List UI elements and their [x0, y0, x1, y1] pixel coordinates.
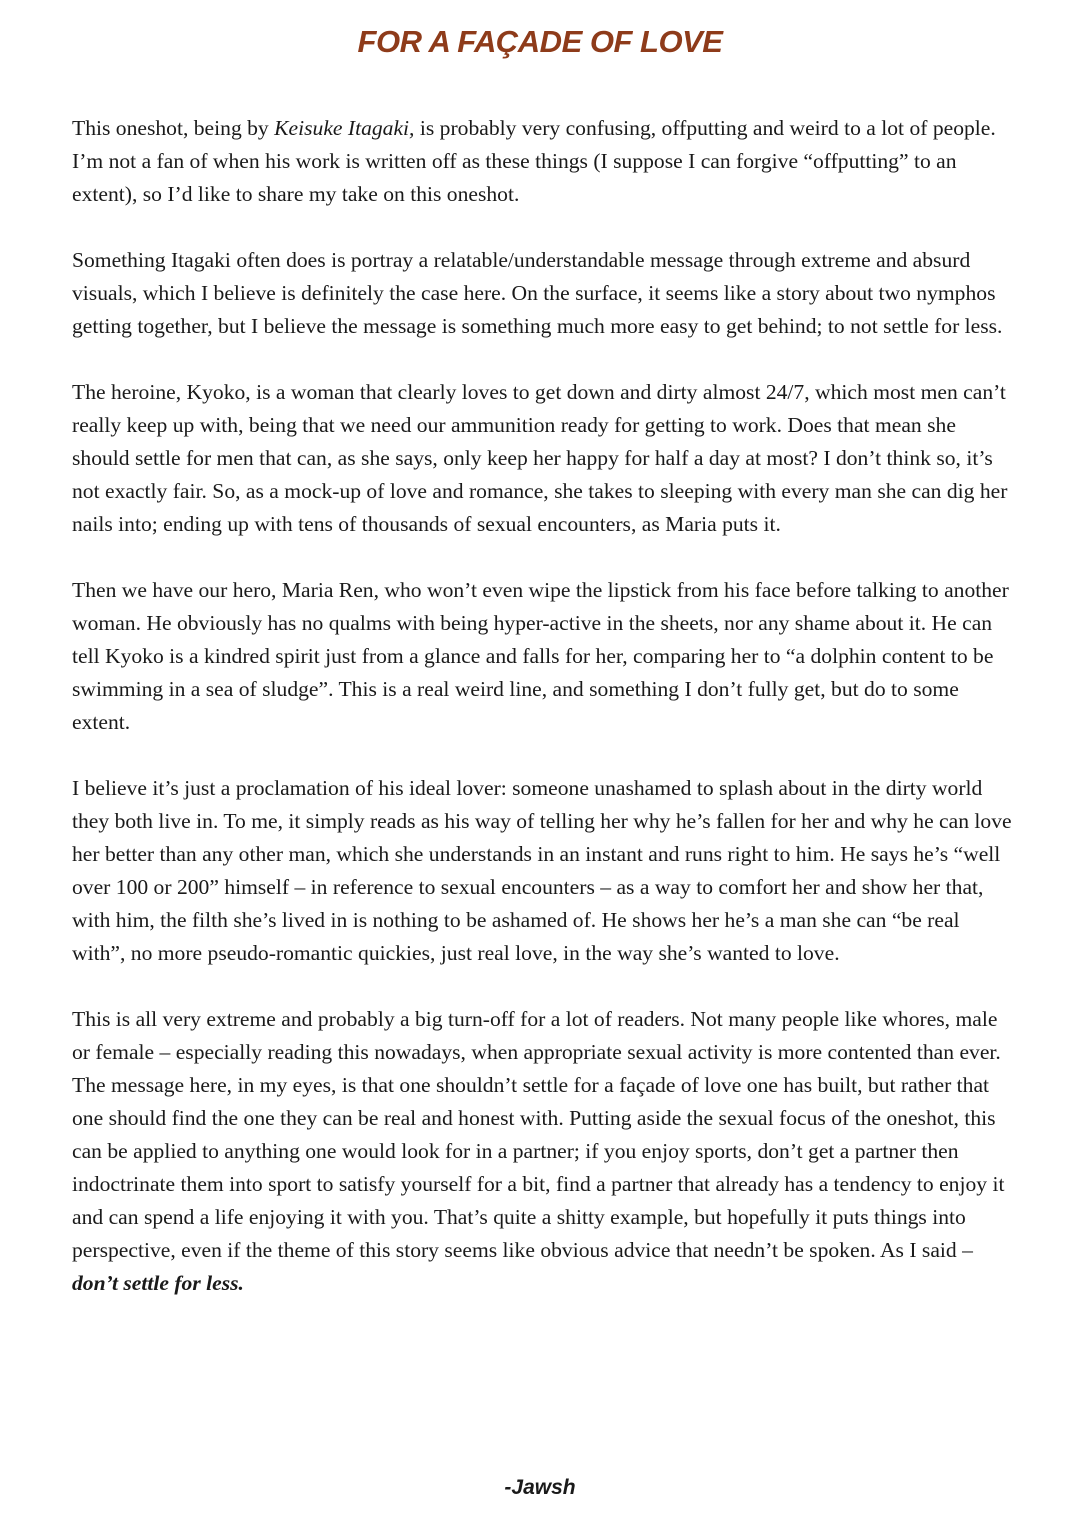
- article-title: FOR A FAÇADE OF LOVE: [357, 24, 723, 59]
- author-signature: -Jawsh: [504, 1476, 576, 1499]
- paragraph-intro-after: is probably very confusing, offputting and weird to a lot of people. I’m not a fan of when his work is written off as these things (I suppose I can forgive “offputting” to an extent), so I’d like to share my take on this oneshot.: [72, 116, 996, 206]
- paragraph-hero: Then we have our hero, Maria Ren, who won’t even wipe the lipstick from his face before talking to another woman. He obviously has no qualms with being hyper-active in the sheets, nor any shame about it. He can tell Kyoko is a kindred spirit just from a glance and falls for her, comparing her to “a dolphin content to be swimming in a sea of sludge”. This is a real weird line, and something I don’t fully get, but do to some extent.: [72, 578, 1009, 734]
- paragraph-heroine: The heroine, Kyoko, is a woman that clearly loves to get down and dirty almost 24/7, which most men can’t really keep up with, being that we need our ammunition ready for getting to work. Does that mean she should settle for men that can, as she says, only keep her happy for half a day at most? I don’t think so, it’s not exactly fair. So, as a mock-up of love and romance, she takes to sleeping with every man she can dig her nails into; ending up with tens of thousands of sexual encounters, as Maria puts it.: [72, 380, 1008, 536]
- closing-emphasis: don’t settle for less.: [72, 1271, 244, 1295]
- paragraph-intro-before: This oneshot, being by: [72, 116, 275, 140]
- paragraph-conclusion: [72, 1003, 1012, 1300]
- article-body: [72, 112, 1012, 1333]
- paragraph-conclusion-text: This is all very extreme and probably a big turn-off for a lot of readers. Not many people like whores, male or female – especially reading this nowadays, when appropriate sexual activity is more contented than ever. The message here, in my eyes, is that one shouldn’t settle for a façade of love one has built, but rather that one should find the one they can be real and honest with. Putting aside the sexual focus of the oneshot, this can be applied to anything one would look for in a partner; if you enjoy sports, don’t get a partner then indoctrinate them into sport to satisfy yourself for a bit, find a partner that already has a tendency to enjoy it and can spend a life enjoying it with you. That’s quite a shitty example, but hopefully it puts things into perspective, even if the theme of this story seems like obvious advice that needn’t be spoken. As I said –: [72, 1007, 1005, 1262]
- paragraph-intro: [72, 112, 1012, 211]
- paragraph-message: Something Itagaki often does is portray a relatable/understandable message through extreme and absurd visuals, which I believe is definitely the case here. On the surface, it seems like a story about two nymphos getting together, but I believe the message is something much more easy to get behind; to not settle for less.: [72, 248, 1003, 338]
- author-name: Keisuke Itagaki,: [274, 116, 415, 140]
- paragraph-proclamation: I believe it’s just a proclamation of his ideal lover: someone unashamed to splash about in the dirty world they both live in. To me, it simply reads as his way of telling her why he’s fallen for her and why he can love her better than any other man, which she understands in an instant and runs right to him. He says he’s “well over 100 or 200” himself – in reference to sexual encounters – as a way to comfort her and show her that, with him, the filth she’s lived in is nothing to be ashamed of. He shows her he’s a man she can “be real with”, no more pseudo-romantic quickies, just real love, in the way she’s wanted to love.: [72, 776, 1012, 965]
